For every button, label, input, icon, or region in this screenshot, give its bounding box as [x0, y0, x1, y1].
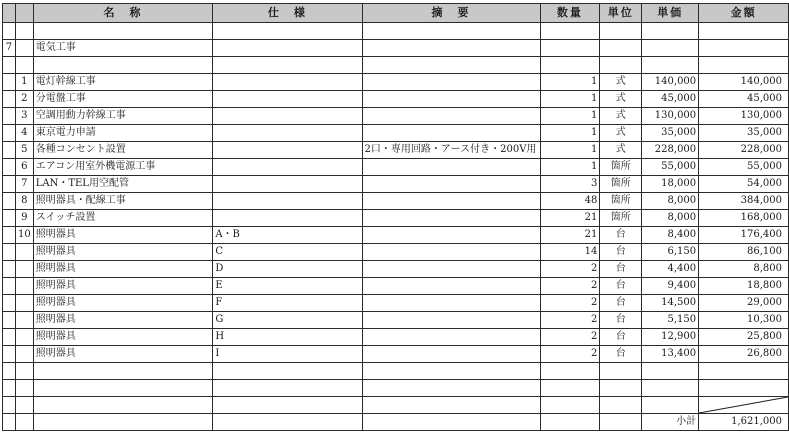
item-summary: [362, 346, 540, 363]
table-row: [3, 244, 789, 261]
item-number: 9: [15, 210, 33, 227]
item-unit: 式: [600, 125, 642, 142]
item-unit-price: 35,000: [642, 125, 699, 142]
item-number: 3: [15, 108, 33, 125]
item-unit: 台: [600, 295, 642, 312]
section-title: 電気工事: [33, 40, 213, 57]
item-qty: 3: [540, 176, 600, 193]
table-row: [3, 74, 789, 91]
item-spec: [213, 210, 362, 227]
item-spec: C: [213, 244, 362, 261]
item-amount: 8,800: [699, 261, 789, 278]
item-spec: G: [213, 312, 362, 329]
item-unit-price: 140,000: [642, 74, 699, 91]
item-qty: 21: [540, 227, 600, 244]
section-number: 7: [3, 40, 16, 57]
item-spec: [213, 142, 362, 159]
blank-row: [3, 57, 789, 74]
header-spec: 仕 様: [213, 4, 362, 23]
item-number: [15, 295, 33, 312]
table-row: [3, 193, 789, 210]
item-name: 照明器具: [33, 261, 213, 278]
table-row: [3, 108, 789, 125]
item-amount: 35,000: [699, 125, 789, 142]
item-name: 空調用動力幹線工事: [33, 108, 213, 125]
item-qty: 2: [540, 295, 600, 312]
item-summary: [362, 295, 540, 312]
item-unit: 箇所: [600, 210, 642, 227]
item-spec: F: [213, 295, 362, 312]
table-row: [3, 159, 789, 176]
item-qty: 1: [540, 142, 600, 159]
item-unit-price: 55,000: [642, 159, 699, 176]
item-qty: 2: [540, 329, 600, 346]
item-unit: 台: [600, 329, 642, 346]
header-blank: [15, 4, 33, 23]
item-qty: 1: [540, 74, 600, 91]
item-name: スイッチ設置: [33, 210, 213, 227]
item-name: LAN・TEL用空配管: [33, 176, 213, 193]
item-unit-price: 228,000: [642, 142, 699, 159]
subtotal-amount: 1,621,000: [699, 414, 789, 431]
item-summary: [362, 159, 540, 176]
item-unit: 台: [600, 261, 642, 278]
subtotal-label: 小計: [642, 414, 699, 431]
item-amount: 25,800: [699, 329, 789, 346]
item-qty: 2: [540, 261, 600, 278]
item-unit-price: 8,400: [642, 227, 699, 244]
section-row: [3, 40, 789, 57]
item-unit-price: 13,400: [642, 346, 699, 363]
item-unit-price: 12,900: [642, 329, 699, 346]
item-amount: 26,800: [699, 346, 789, 363]
item-unit: 式: [600, 142, 642, 159]
item-unit: 台: [600, 227, 642, 244]
header-amount: 金額: [699, 4, 789, 23]
blank-row: [3, 380, 789, 397]
item-qty: 2: [540, 278, 600, 295]
item-summary: 2口・専用回路・アース付き・200V用: [362, 142, 540, 159]
table-row: [3, 346, 789, 363]
item-unit-price: 14,500: [642, 295, 699, 312]
table-row: [3, 210, 789, 227]
item-amount: 176,400: [699, 227, 789, 244]
item-summary: [362, 176, 540, 193]
item-name: 照明器具: [33, 295, 213, 312]
item-spec: E: [213, 278, 362, 295]
item-amount: 29,000: [699, 295, 789, 312]
item-spec: [213, 91, 362, 108]
header-qty: 数量: [540, 4, 600, 23]
item-name: 照明器具: [33, 329, 213, 346]
item-spec: [213, 159, 362, 176]
item-unit-price: 9,400: [642, 278, 699, 295]
item-number: 8: [15, 193, 33, 210]
item-qty: 21: [540, 210, 600, 227]
item-summary: [362, 312, 540, 329]
item-number: 6: [15, 159, 33, 176]
item-spec: [213, 108, 362, 125]
item-qty: 1: [540, 159, 600, 176]
item-unit-price: 8,000: [642, 210, 699, 227]
item-name: 照明器具: [33, 278, 213, 295]
table-row: [3, 312, 789, 329]
item-qty: 1: [540, 91, 600, 108]
item-name: 分電盤工事: [33, 91, 213, 108]
item-unit-price: 45,000: [642, 91, 699, 108]
item-summary: [362, 261, 540, 278]
item-unit: 箇所: [600, 176, 642, 193]
item-number: 4: [15, 125, 33, 142]
table-row: [3, 295, 789, 312]
item-qty: 2: [540, 346, 600, 363]
item-unit-price: 130,000: [642, 108, 699, 125]
item-unit-price: 18,000: [642, 176, 699, 193]
item-amount: 130,000: [699, 108, 789, 125]
item-unit: 式: [600, 74, 642, 91]
item-qty: 48: [540, 193, 600, 210]
estimate-sheet: [2, 3, 789, 431]
item-spec: [213, 193, 362, 210]
header-blank: [3, 4, 16, 23]
item-summary: [362, 91, 540, 108]
item-qty: 2: [540, 312, 600, 329]
item-number: 5: [15, 142, 33, 159]
item-unit: 台: [600, 312, 642, 329]
item-name: 照明器具: [33, 244, 213, 261]
item-unit-price: 6,150: [642, 244, 699, 261]
item-name: 電灯幹線工事: [33, 74, 213, 91]
item-summary: [362, 227, 540, 244]
blank-row: [3, 397, 789, 414]
item-number: [15, 244, 33, 261]
item-summary: [362, 244, 540, 261]
header-name: 名 称: [33, 4, 213, 23]
item-summary: [362, 193, 540, 210]
item-spec: [213, 74, 362, 91]
item-amount: 55,000: [699, 159, 789, 176]
table-row: [3, 261, 789, 278]
item-qty: 14: [540, 244, 600, 261]
item-unit: 台: [600, 278, 642, 295]
item-qty: 1: [540, 108, 600, 125]
item-unit: 式: [600, 91, 642, 108]
item-unit: 台: [600, 346, 642, 363]
item-amount: 10,300: [699, 312, 789, 329]
item-unit: 台: [600, 244, 642, 261]
item-qty: 1: [540, 125, 600, 142]
header-row: [3, 4, 789, 23]
table-row: [3, 227, 789, 244]
item-amount: 18,800: [699, 278, 789, 295]
item-unit-price: 5,150: [642, 312, 699, 329]
header-unit: 単位: [600, 4, 642, 23]
item-number: 1: [15, 74, 33, 91]
item-summary: [362, 108, 540, 125]
item-spec: A・B: [213, 227, 362, 244]
diagonal-strike: [699, 397, 789, 414]
item-amount: 45,000: [699, 91, 789, 108]
item-unit-price: 4,400: [642, 261, 699, 278]
item-amount: 384,000: [699, 193, 789, 210]
item-name: 照明器具: [33, 312, 213, 329]
item-number: 2: [15, 91, 33, 108]
item-number: [15, 312, 33, 329]
header-unit-price: 単価: [642, 4, 699, 23]
item-unit: 箇所: [600, 159, 642, 176]
item-number: [15, 261, 33, 278]
item-summary: [362, 329, 540, 346]
item-amount: 86,100: [699, 244, 789, 261]
item-summary: [362, 278, 540, 295]
item-name: 照明器具・配線工事: [33, 193, 213, 210]
item-number: 7: [15, 176, 33, 193]
item-unit-price: 8,000: [642, 193, 699, 210]
item-spec: [213, 125, 362, 142]
table-row: [3, 176, 789, 193]
item-amount: 168,000: [699, 210, 789, 227]
item-spec: [213, 176, 362, 193]
table-row: [3, 91, 789, 108]
item-name: 東京電力申請: [33, 125, 213, 142]
table-row: [3, 329, 789, 346]
blank-row: [3, 23, 789, 40]
item-name: 照明器具: [33, 227, 213, 244]
item-number: [15, 329, 33, 346]
item-summary: [362, 74, 540, 91]
table-row: [3, 278, 789, 295]
item-amount: 140,000: [699, 74, 789, 91]
item-amount: 54,000: [699, 176, 789, 193]
item-unit: 箇所: [600, 193, 642, 210]
table-row: [3, 125, 789, 142]
header-summary: 摘 要: [362, 4, 540, 23]
table-row: [3, 142, 789, 159]
blank-row: [3, 363, 789, 380]
item-amount: 228,000: [699, 142, 789, 159]
item-name: 照明器具: [33, 346, 213, 363]
item-spec: H: [213, 329, 362, 346]
item-summary: [362, 210, 540, 227]
subtotal-row: [3, 414, 789, 431]
item-spec: I: [213, 346, 362, 363]
item-name: 各種コンセント設置: [33, 142, 213, 159]
item-name: エアコン用室外機電源工事: [33, 159, 213, 176]
item-spec: D: [213, 261, 362, 278]
item-number: [15, 278, 33, 295]
item-unit: 式: [600, 108, 642, 125]
item-summary: [362, 125, 540, 142]
item-number: [15, 346, 33, 363]
item-number: 10: [15, 227, 33, 244]
